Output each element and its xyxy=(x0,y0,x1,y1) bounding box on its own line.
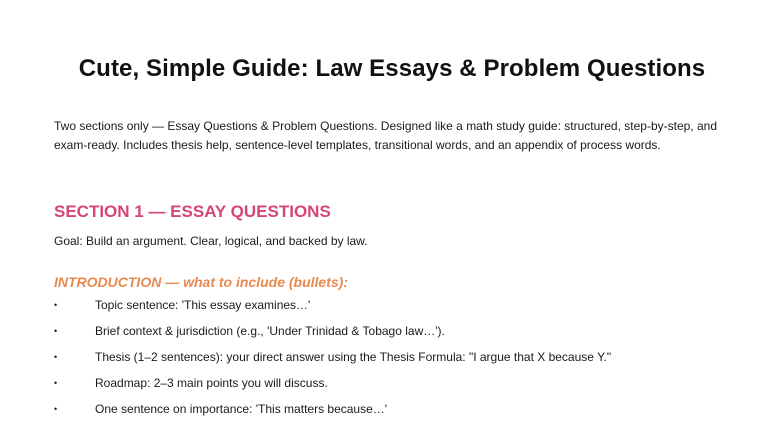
list-item-text: Topic sentence: 'This essay examines…' xyxy=(95,298,311,312)
section-1-heading: SECTION 1 — ESSAY QUESTIONS xyxy=(54,202,331,221)
list-item-text: Roadmap: 2–3 main points you will discuss. xyxy=(95,376,328,390)
list-item-text: One sentence on importance: 'This matters because…' xyxy=(95,402,388,416)
bullet-icon: • xyxy=(54,300,58,310)
list-item-text: Thesis (1–2 sentences): your direct answer using the Thesis Formula: "I argue that X because Y." xyxy=(95,350,612,364)
bullet-icon: • xyxy=(54,326,58,336)
list-item-text: Brief context & jurisdiction (e.g., 'Under Trinidad & Tobago law…'). xyxy=(95,324,445,338)
document-title: Cute, Simple Guide: Law Essays & Problem Questions xyxy=(78,55,706,82)
bullet-icon: • xyxy=(54,378,58,388)
intro-paragraph: Two sections only — Essay Questions & Problem Questions. Designed like a math study guide: structured, step-by-step, and exam-ready. Includes thesis help, sentence-level templates, transitional words, and an appendix of process words. xyxy=(54,119,717,152)
section-1-goal: Goal: Build an argument. Clear, logical, and backed by law. xyxy=(54,234,368,248)
bullet-icon: • xyxy=(54,404,58,414)
introduction-heading: INTRODUCTION — what to include (bullets): xyxy=(54,274,348,290)
bullet-icon: • xyxy=(54,352,58,362)
